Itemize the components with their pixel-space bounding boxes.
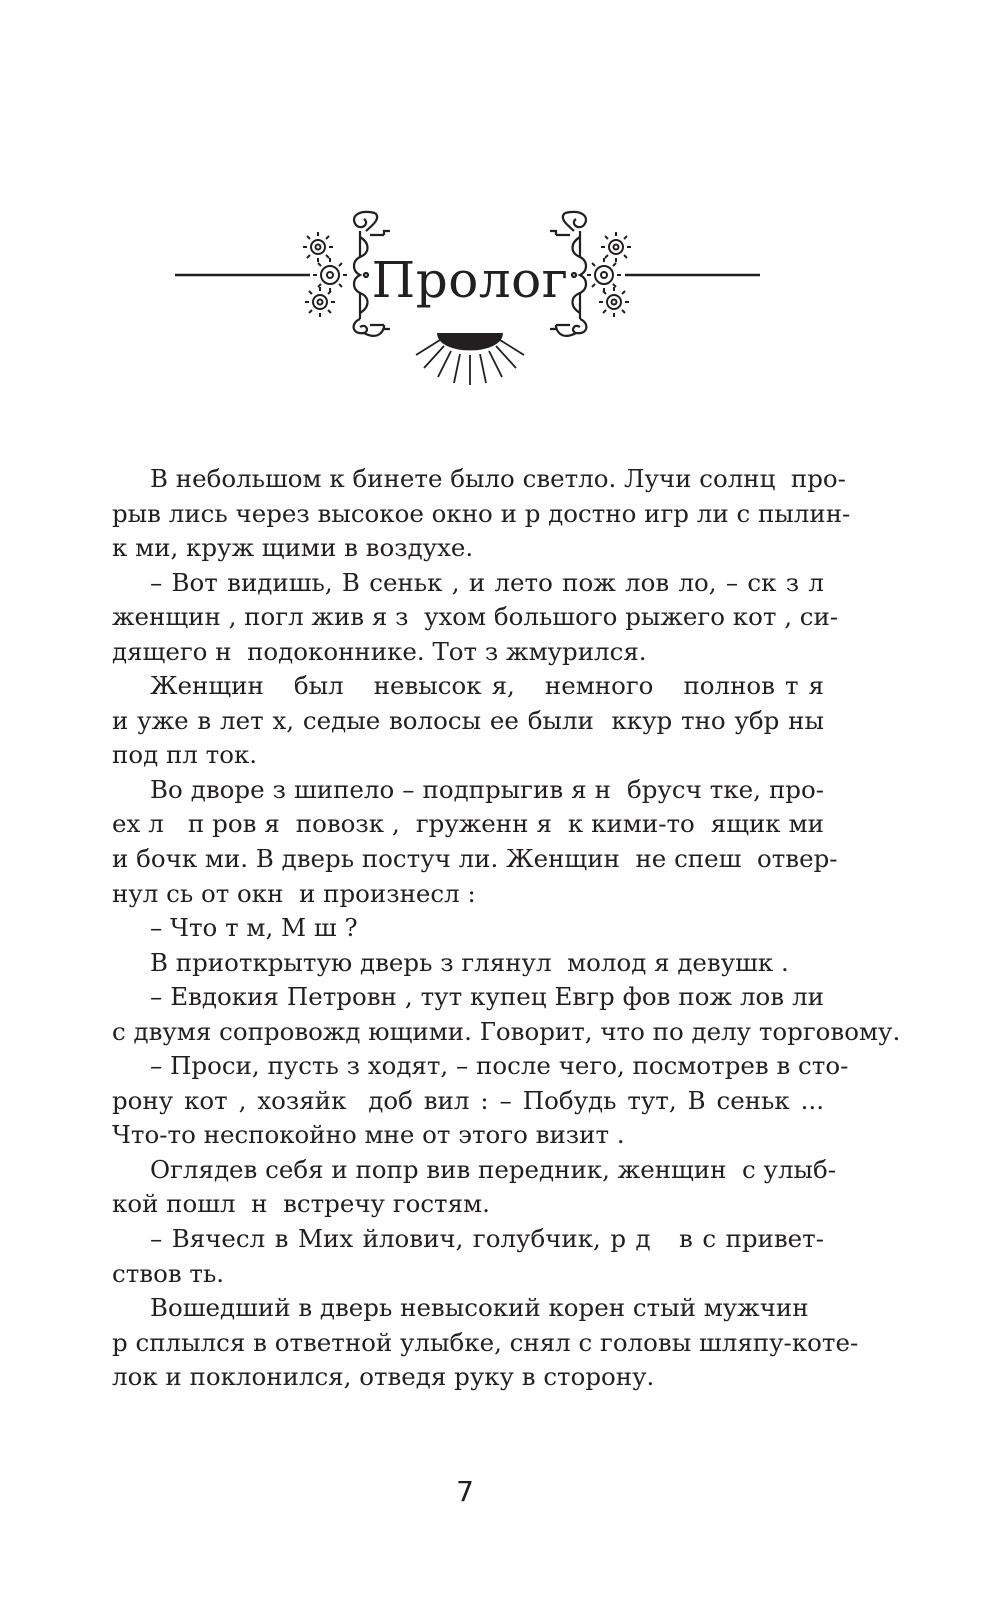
chapter-title: Пролог <box>371 251 569 309</box>
text-line: – Вячесл в Мих йлович, голубчик, р д в с привет- <box>150 1224 824 1254</box>
text-line: – Проси, пусть з ходят, – после чего, посмотрев в сто- <box>150 1051 849 1081</box>
text-line: Вошедший в дверь невысокий корен стый мужчин <box>150 1293 809 1323</box>
text-line: – Вот видишь, В сеньк , и лето пож лов ло, – ск з л <box>150 567 824 597</box>
text-line: с двумя сопровожд ющими. Говорит, что по делу торговому. <box>112 1016 901 1046</box>
text-line: женщин , погл жив я з ухом большого рыжего кот , си- <box>112 602 839 632</box>
text-line: В небольшом к бинете было светло. Лучи солнц про- <box>150 464 846 493</box>
text-line: кой пошл н встречу гостям. <box>112 1189 490 1219</box>
text-line: Во дворе з шипело – подпрыгив я н брусч тке, про- <box>150 774 824 804</box>
text-line: Женщин был невысок я, немного полнов т я <box>150 671 824 701</box>
text-line: и уже в лет х, седые волосы ее были ккур тно убр ны <box>112 705 824 735</box>
text-line: рону кот , хозяйк доб вил : – Побудь тут, В сеньк ... <box>112 1085 824 1115</box>
text-line: рыв лись через высокое окно и р достно игр ли с пылин- <box>112 498 851 528</box>
text-line: – Что т м, М ш ? <box>150 913 358 943</box>
sun-rays-icon <box>416 333 524 385</box>
text-line: Оглядев себя и попр вив передник, женщин с улыб- <box>150 1154 837 1184</box>
text-line: ех л п ров я повозк , груженн я к кими-то ящик ми <box>112 809 824 839</box>
text-line: ствов ть. <box>112 1258 225 1288</box>
text-line: под пл ток. <box>112 740 258 770</box>
text-line: В приоткрытую дверь з глянул молод я девушк . <box>150 947 789 977</box>
text-line: Что-то неспокойно мне от этого визит . <box>112 1120 625 1150</box>
body-text <box>112 462 901 1395</box>
page-number: 7 <box>456 1475 474 1508</box>
text-line: к ми, круж щими в воздухе. <box>112 533 474 563</box>
text-line: и бочк ми. В дверь постуч ли. Женщин не спеш отвер- <box>112 844 838 874</box>
text-line: нул сь от окн и произнесл : <box>112 878 476 908</box>
text-line: – Евдокия Петровн , тут купец Евгр фов пож лов ли <box>150 982 824 1012</box>
text-line: лок и поклонился, отведя руку в сторону. <box>112 1362 655 1392</box>
text-line: дящего н подоконнике. Тот з жмурился. <box>112 636 647 666</box>
text-line: р сплылся в ответной улыбке, снял с головы шляпу-коте- <box>112 1327 859 1357</box>
